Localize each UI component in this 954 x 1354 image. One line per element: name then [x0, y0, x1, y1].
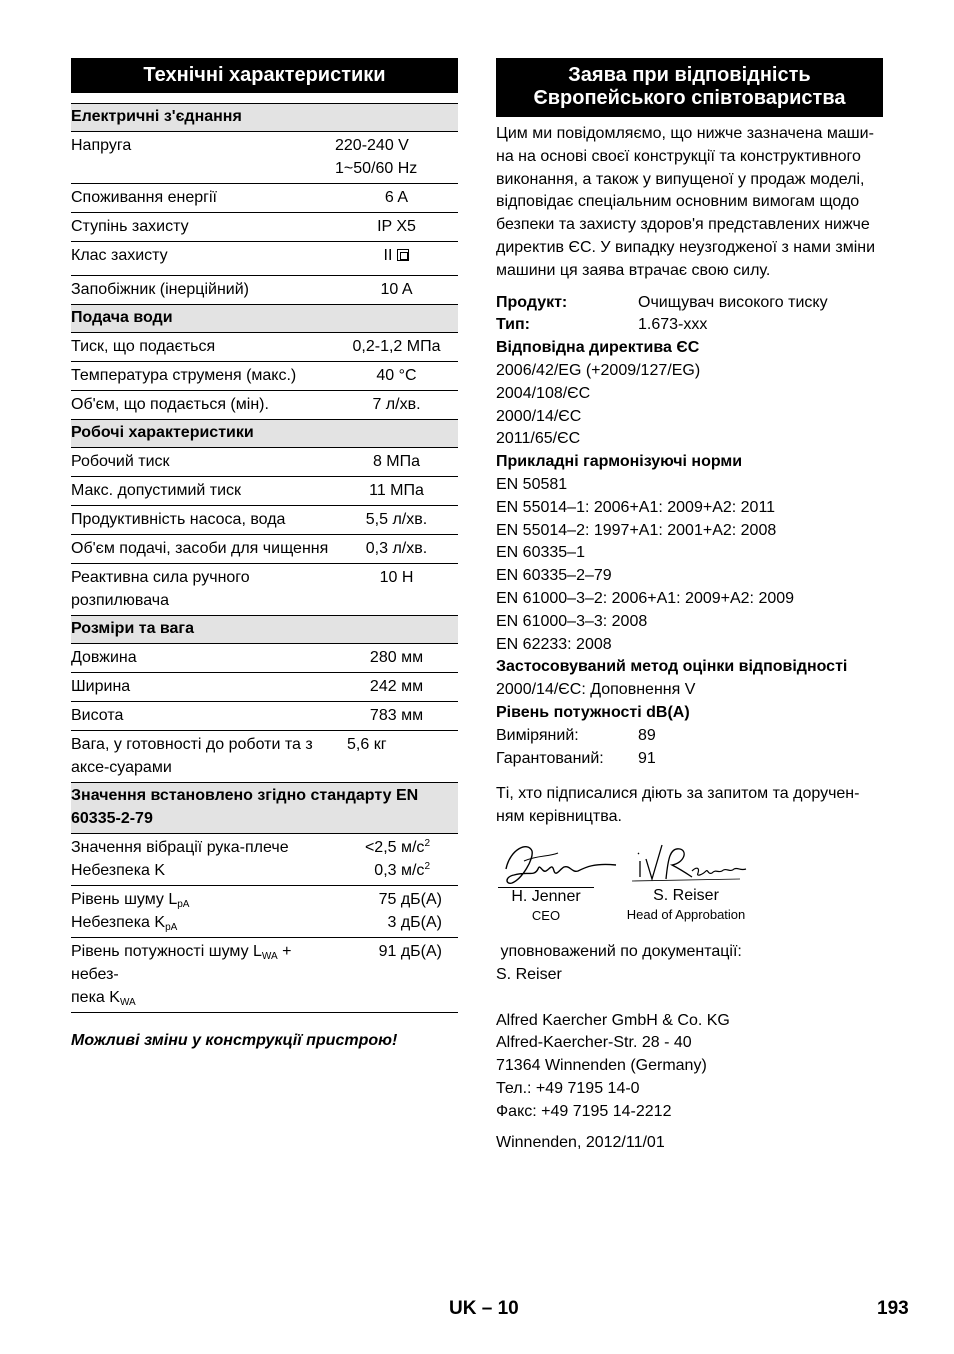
table-row: Температура струменя (макс.) 40 °C — [71, 362, 458, 391]
technical-data-title: Технічні характеристики — [71, 58, 458, 93]
norm-item: EN 50581 — [496, 475, 568, 493]
table-row: Споживання енергії 6 A — [71, 184, 458, 213]
directive-title: Відповідна директива ЄС — [496, 339, 700, 357]
norm-item: EN 60335–1 — [496, 544, 585, 562]
handwritten-signature-jenner — [498, 839, 618, 891]
address-line: Тел.: +49 7195 14-0 — [496, 1079, 640, 1097]
address-line: 71364 Winnenden (Germany) — [496, 1057, 707, 1075]
norm-item: EN 61000–3–3: 2008 — [496, 612, 648, 630]
norm-item: EN 55014–1: 2006+A1: 2009+A2: 2011 — [496, 498, 776, 516]
section-performance: Робочі характеристики — [71, 420, 458, 448]
signed-text: Ті, хто підписалися діють за запитом та доручен-ням керівництва. — [496, 785, 860, 826]
table-row: Значення вібрації рука-плече Небезпека K <2,5 $м/с^2$ 0,3 $м/с^2$ — [71, 834, 458, 886]
section-electrical: Електричні з'єднання — [71, 104, 458, 132]
table-row: Напруга 220-240 V 1~50/60 Hz — [71, 132, 458, 184]
table-row: Клас захисту II — [71, 242, 458, 276]
protection-class-ii-icon — [397, 249, 409, 261]
design-change-note: Можливі зміни у конструкції пристрою! — [71, 1032, 398, 1049]
table-row: Реактивна сила ручного розпилювача 10 Н — [71, 564, 458, 616]
method-value: 2000/14/ЄС: Доповнення V — [496, 681, 696, 699]
handwritten-signature-reiser — [622, 839, 750, 891]
power-level-title: Рівень потужності dB(A) — [496, 703, 690, 721]
product-row: Продукт: Очищувач високого тиску — [496, 293, 828, 311]
address-line: Alfred-Kaercher-Str. 28 - 40 — [496, 1034, 692, 1052]
norm-item: EN 55014–2: 1997+A1: 2001+A2: 2008 — [496, 521, 777, 539]
measured-row: Виміряний: 89 — [496, 726, 656, 744]
section-en-values: Значення встановлено згідно стандарту EN 60335-2-79 — [71, 783, 458, 834]
signatory-role-jenner: CEO — [531, 907, 561, 923]
authorized-name: S. Reiser — [496, 965, 562, 983]
table-row: Рівень потужності шуму $L_{WA}$ + небез- пека $K_{WA}$ 91 дБ(A) — [71, 938, 458, 1013]
authorized-line: уповноважений по документації: — [496, 942, 742, 960]
table-row: Довжина 280 мм — [71, 644, 458, 673]
ec-declaration-title: Заява при відповідність Європейського співтовариства — [496, 58, 883, 117]
footer-section-label: UK – 10 — [449, 1298, 519, 1319]
declaration-intro: Цим ми повідомляємо, що нижче зазначена маши-на на основі своєї конструкції та конструктивного виконання, а також у випущеної у продаж моделі, відповідає спеціальним основним вимогам щодо безпеки та захисту здоров'я представлених нижче директив ЄС. У випадку неузгодженої з нами зміни машини ця заява втрачає свою силу. — [496, 125, 876, 279]
place-date: Winnenden, 2012/11/01 — [496, 1134, 665, 1152]
table-row: Ширина 242 мм — [71, 673, 458, 702]
guaranteed-row: Гарантований: 91 — [496, 749, 656, 767]
address-line: Alfred Kaercher GmbH & Co. KG — [496, 1011, 730, 1029]
address-line: Факс: +49 7195 14-2212 — [496, 1102, 672, 1120]
table-row: Ступінь захисту IP X5 — [71, 213, 458, 242]
table-row: Тиск, що подається 0,2-1,2 МПа — [71, 333, 458, 362]
table-row: Об'єм подачі, засоби для чищення 0,3 л/хв. — [71, 535, 458, 564]
signature-reiser — [622, 839, 750, 923]
table-row: Запобіжник (інерційний) 10 A — [71, 276, 458, 305]
ec-declaration-column — [496, 58, 883, 1155]
table-row: Макс. допустимий тиск 11 МПа — [71, 477, 458, 506]
norm-item: EN 60335–2–79 — [496, 567, 612, 585]
norm-item: EN 62233: 2008 — [496, 635, 612, 653]
table-row: Вага, у готовності до роботи та з аксе-суарами 5,6 кг — [71, 731, 458, 783]
section-dimensions: Розміри та вага — [71, 616, 458, 644]
table-row: Висота 783 мм — [71, 702, 458, 731]
directive-item: 2011/65/ЄС — [496, 430, 581, 448]
signature-jenner — [498, 839, 594, 924]
table-row: Об'єм, що подається (мін). 7 л/хв. — [71, 391, 458, 420]
page-number: 193 — [877, 1298, 909, 1319]
table-row: Робочий тиск 8 МПа — [71, 448, 458, 477]
signatures — [496, 839, 883, 939]
signatory-name-jenner: H. Jenner — [498, 887, 594, 906]
signatory-name-reiser: S. Reiser — [653, 886, 719, 904]
type-row: Тип: 1.673-xxx — [496, 316, 708, 334]
norms-title: Прикладні гармонізуючі норми — [496, 453, 743, 471]
directive-item: 2000/14/ЄС — [496, 407, 582, 425]
table-row: Рівень шуму $L_{pA}$ Небезпека $K_{pA}$ 75 дБ(A) 3 дБ(A) — [71, 886, 458, 938]
signatory-role-reiser: Head of Approbation — [626, 906, 746, 922]
directive-item: 2004/108/ЄС — [496, 384, 591, 402]
directive-item: 2006/42/EG (+2009/127/EG) — [496, 361, 701, 379]
technical-data-column — [71, 58, 458, 1050]
table-row: Продуктивність насоса, вода 5,5 л/хв. — [71, 506, 458, 535]
method-title: Застосовуваний метод оцінки відповідності — [496, 658, 848, 676]
norm-item: EN 61000–3–2: 2006+A1: 2009+A2: 2009 — [496, 589, 795, 607]
section-water-supply: Подача води — [71, 305, 458, 333]
technical-data-table — [71, 103, 458, 1013]
